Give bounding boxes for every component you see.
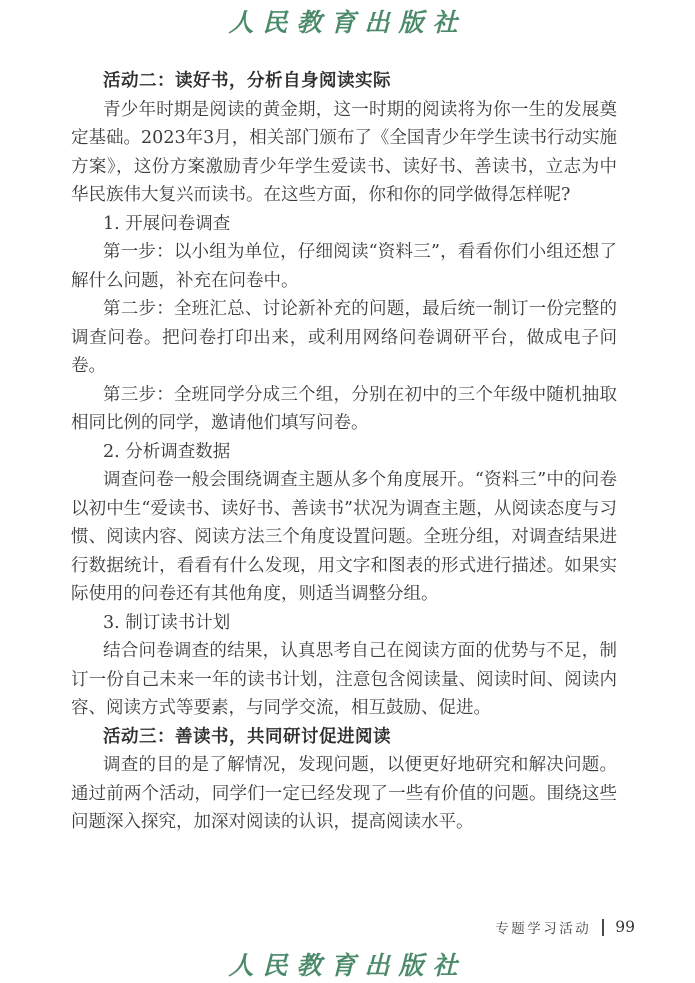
activity3-heading: 活动三：善读书，共同研讨促进阅读 [103,726,391,747]
footer-divider [602,919,604,936]
task2-body-paragraph: 调查问卷一般会围绕调查主题从多个角度展开。“资料三”中的问卷以初中生“爱读书、读好书、善读书”状况为调查主题，从阅读态度与习惯、阅读内容、阅读方法三个角度设置问题。全班分组，对调查结果进行数据统计，看看有什么发现，用文字和图表的形式进行描述。如果实际使用的问卷还有其他角度，则适当调整分组。 [71,470,617,604]
page-footer [495,917,635,937]
task1-title: 1. 开展问卷调查 [103,213,231,234]
activity3-intro-paragraph: 调查的目的是了解情况，发现问题，以便更好地研究和解决问题。通过前两个活动，同学们一定已经发现了一些有价值的问题。围绕这些问题深入探究，加深对阅读的认识，提高阅读水平。 [71,755,617,832]
activity2-heading: 活动二：读好书，分析自身阅读实际 [103,71,391,91]
publisher-logo-bottom: 人民教育出版社 [228,951,467,980]
publisher-logo-top: 人民教育出版社 [228,8,467,37]
task1-step1-paragraph: 第一步：以小组为单位，仔细阅读“资料三”，看看你们小组还想了解什么问题，补充在问卷中。 [71,242,617,291]
task3-body-paragraph: 结合问卷调查的结果，认真思考自己在阅读方面的优势与不足，制订一份自己未来一年的读书计划，注意包含阅读量、阅读时间、阅读内容、阅读方式等要素，与同学交流，相互鼓励、促进。 [71,641,617,718]
page-content [71,67,617,837]
activity2-intro-paragraph: 青少年时期是阅读的黄金期，这一时期的阅读将为你一生的发展奠定基础。2023年3月，相关部门颁布了《全国青少年学生读书行动实施方案》，这份方案激励青少年学生爱读书、读好书、善读书，立志为中华民族伟大复兴而读书。在这些方面，你和你的同学做得怎样呢? [71,99,617,205]
page-number: 99 [615,918,635,936]
task3-title: 3. 制订读书计划 [103,612,231,633]
task1-step3-paragraph: 第三步：全班同学分成三个组，分别在初中的三个年级中随机抽取相同比例的同学，邀请他们填写问卷。 [71,384,617,433]
task2-title: 2. 分析调查数据 [103,441,231,462]
footer-section-label: 专题学习活动 [495,921,592,937]
task1-step2-paragraph: 第二步：全班汇总、讨论新补充的问题，最后统一制订一份完整的调查问卷。把问卷打印出来，或利用网络问卷调研平台，做成电子问卷。 [71,299,617,376]
